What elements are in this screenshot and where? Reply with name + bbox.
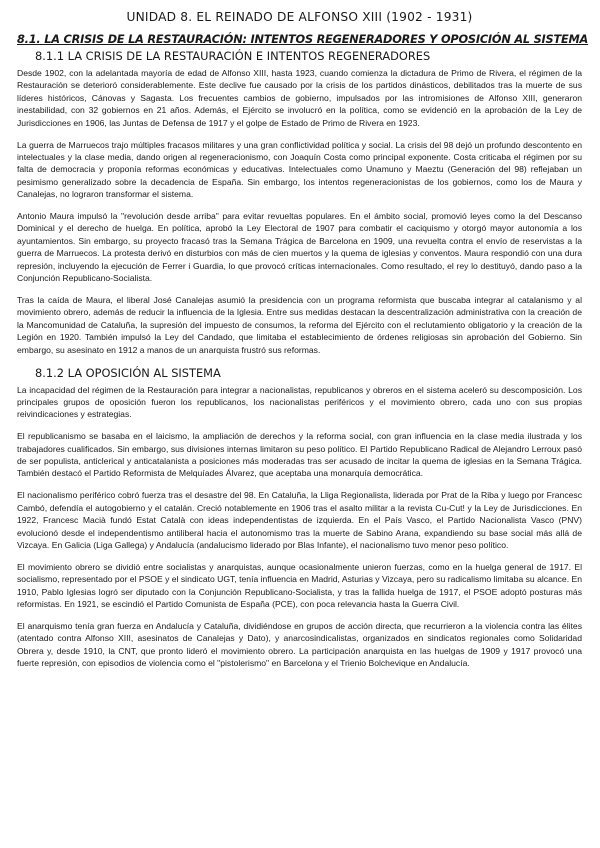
subsection-heading-crisis: 8.1.1 LA CRISIS DE LA RESTAURACIÓN E INTENTOS REGENERADORES [35, 49, 431, 63]
paragraph-deterioro: Desde 1902, con la adelantada mayoría de edad de Alfonso XIII, hasta 1923, cuando comienza la dictadura de Primo de Rivera, el régimen de la Restauración se deterioró considerablemente. Este declive fue causado por la crisis de los partidos dinásticos, debilitados tras la muerte de sus líderes históricos, Cánovas y Sagasta. Los frecuentes cambios de gobierno, impulsados por las intromisiones de Alfonso XIII, generaron inestabilidad, con 32 gobiernos en 21 años. Además, el Ejército se involucró en la política, como se evidenció en la aprobación de la Ley de Jurisdicciones en 1906, las Juntas de Defensa de 1917 y el golpe de Estado de Primo de Rivera en 1923. [17, 68, 582, 128]
paragraph-movimiento-obrero: El movimiento obrero se dividió entre socialistas y anarquistas, aunque ocasionalmente unieron fuerzas, como en la huelga general de 1917. El socialismo, representado por el PSOE y el sindicato UGT, tenía influencia en Madrid, Asturias y Vizcaya, pero su radicalismo limitaba su alcance. En 1910, Pablo Iglesias logró ser diputado con la Conjunción Republicano-Socialista, y tras la fallida huelga de 1917, el PSOE adoptó posturas más reformistas. En 1921, se escindió el Partido Comunista de España (PCE), con poca relevancia hasta la Guerra Civil. [17, 561, 582, 610]
paragraph-nacionalismo: El nacionalismo periférico cobró fuerza tras el desastre del 98. En Cataluña, la Lliga Regionalista, liderada por Prat de la Riba y luego por Francesc Cambó, defendía el autogobierno y el catalán. Creció notablemente en 1906 tras el asalto militar a la revista Cu-Cut! y la Ley de Jurisdicciones. En 1922, Francesc Macià fundó Estat Català con ideas independentistas de izquierda. En el País Vasco, el Partido Nacionalista Vasco (PNV) evolucionó desde el independentismo antiliberal hacia el autonomismo tras la muerte de Sabino Arana, expandiendo su base social más allá de Vizcaya. En Galicia (Liga Gallega) y Andalucía (andalucismo liderado por Blas Infante), el nacionalismo tuvo menor peso político. [17, 490, 582, 550]
paragraph-republicanismo: El republicanismo se basaba en el laicismo, la ampliación de derechos y la reforma social, con gran influencia en la clase media ilustrada y los trabajadores cualificados. Sin embargo, sus divisiones internas limitaron su peso político. El Partido Republicano Radical de Alejandro Lerroux pasó de ser populista, anticlerical y anticatalanista a posiciones más moderadas tras ser acusado de incitar la quema de iglesias en la Semana Trágica. También destacó el Partido Reformista de Melquíades Álvarez, que aceptaba una monarquía democrática. [17, 431, 582, 479]
paragraph-anarquismo: El anarquismo tenía gran fuerza en Andalucía y Cataluña, dividiéndose en grupos de acción directa, que recurrieron a la violencia contra las élites (atentado contra Alfonso XIII, asesinatos de Canalejas y Dato), y anarcosindicalistas, organizados en sindicatos regionales como Solidaridad Obrera y, desde 1910, la CNT, que pronto lideró el movimiento obrero. La participación anarquista en las huelgas de 1909 y 1917 provocó una fuerte represión, con episodios de violencia como el "pistolerismo" en Barcelona y el Trienio Bolchevique en Andalucía. [17, 621, 582, 669]
paragraph-canalejas: Tras la caída de Maura, el liberal José Canalejas asumió la presidencia con un programa reformista que buscaba integrar al catalanismo y al movimiento obrero, además de reducir la influencia de la Iglesia. Entre sus medidas destacan la descentralización administrativa con la creación de la Mancomunidad de Cataluña, la supresión del impuesto de consumos, la reforma del Ejército con el reclutamiento obligatorio y la creación de la Legión en 1920. También impulsó la Ley del Candado, que limitaba el establecimiento de órdenes religiosas sin aprobación del Gobierno. Sin embargo, su asesinato en 1912 a manos de un anarquista frustró sus reformas. [17, 295, 582, 355]
paragraph-oposicion-intro: La incapacidad del régimen de la Restauración para integrar a nacionalistas, republicanos y obreros en el sistema aceleró su descomposición. Los principales grupos de oposición fueron los republicanos, los nacionalistas periféricos y el movimiento obrero, cada uno con sus propias reivindicaciones y estrategias. [17, 384, 582, 420]
paragraph-maura: Antonio Maura impulsó la "revolución desde arriba" para evitar revueltas populares. En el ámbito social, promovió leyes como la del Descanso Dominical y el derecho de huelga. En política, aprobó la Ley Electoral de 1907 para combatir el caciquismo y otorgó mayor autonomía a los ayuntamientos. Sin embargo, su proyecto fracasó tras la Semana Trágica de Barcelona en 1909, una revuelta contra el envío de reservistas a la guerra de Marruecos. La protesta derivó en disturbios con más de cien muertos y la quema de iglesias y conventos. Maura respondió con una dura represión, incluyendo la ejecución de Ferrer i Guardia, lo que provocó críticas internacionales. Como resultado, el rey lo destituyó, dando paso a la Conjunción Republicano-Socialista. [17, 211, 582, 284]
section-heading: 8.1. LA CRISIS DE LA RESTAURACIÓN: INTENTOS REGENERADORES Y OPOSICIÓN AL SISTEMA [17, 33, 589, 46]
subsection-heading-oposicion: 8.1.2 LA OPOSICIÓN AL SISTEMA [35, 365, 221, 380]
paragraph-regeneracionismo: La guerra de Marruecos trajo múltiples fracasos militares y una gran conflictividad política y social. La crisis del 98 dejó un profundo descontento en intelectuales y la clase media, dando origen al regeneracionismo, con Joaquín Costa como principal exponente. Costa criticaba el régimen por su falta de democracia y proponía reformas económicas y educativas. Intelectuales como Unamuno y Maeztu (Generación del 98) reflejaban un pesimismo generalizado sobre la decadencia de España. Sin embargo, los intentos regeneracionistas de los gobiernos, como los de Maura y Canalejas, no lograron transformar el sistema. [17, 139, 582, 200]
unit-title: UNIDAD 8. EL REINADO DE ALFONSO XIII (1902 - 1931) [126, 10, 473, 24]
